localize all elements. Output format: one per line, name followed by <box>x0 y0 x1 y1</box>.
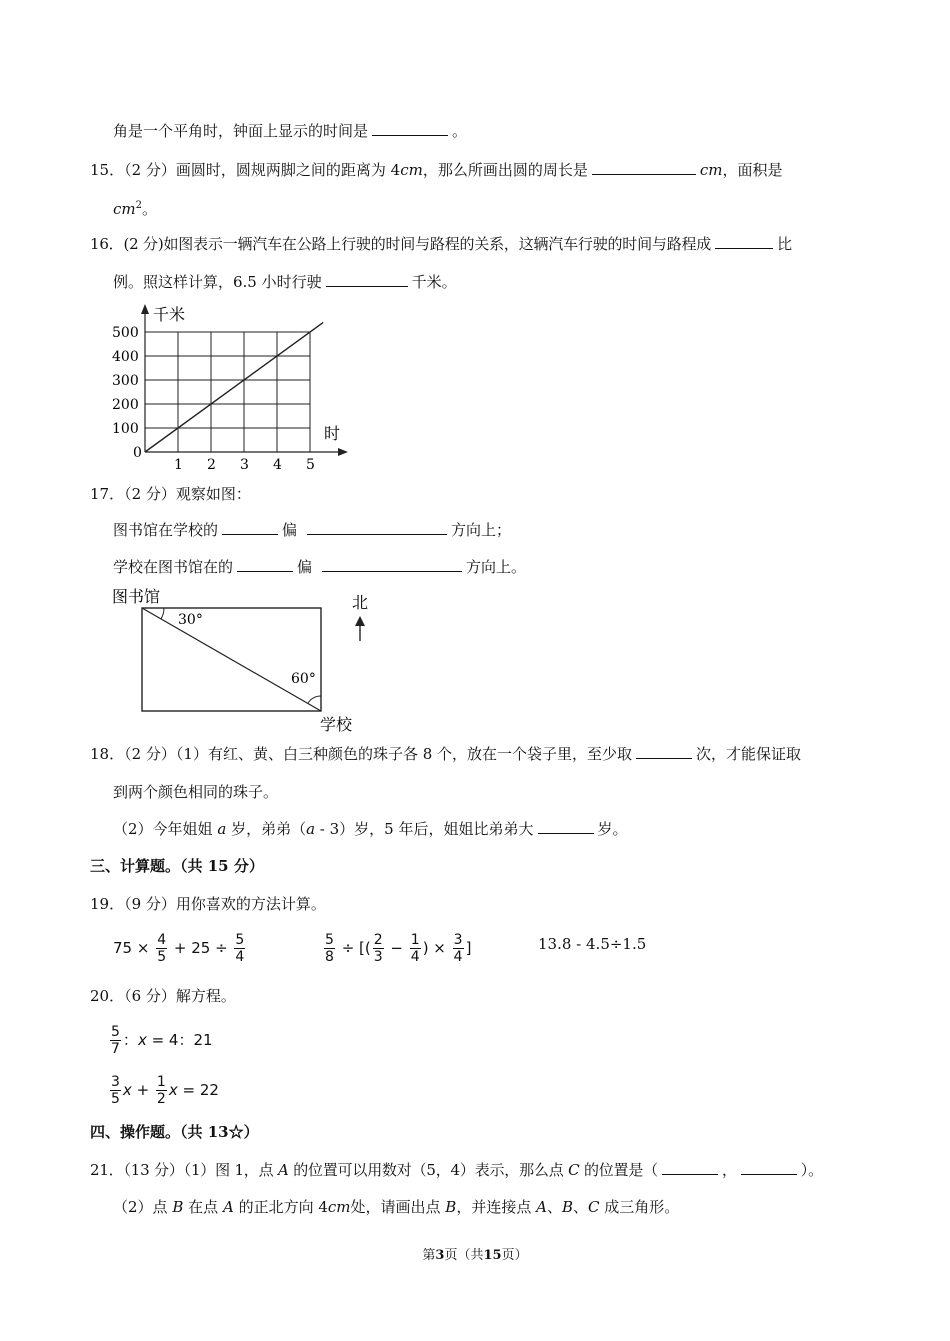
q19-title: 19．（9 分）用你喜欢的方法计算。 <box>90 895 326 913</box>
q17-a-direction-blank[interactable] <box>222 520 278 535</box>
y-tick-label: 500 <box>112 325 139 341</box>
q16-line1: 16．(2 分)如图表示一辆汽车在公路上行驶的时间与路程的关系，这辆汽车行驶的时间与路程成 比 <box>90 235 792 253</box>
origin-label: 0 <box>133 445 142 461</box>
angle-30-label: 30° <box>178 612 203 628</box>
q21-line2: （2）点 B 在点 A 的正北方向 4cm处，请画出点 B，并连接点 A、B、C 成三角形。 <box>113 1198 680 1216</box>
x-axis-label: 时 <box>324 424 341 443</box>
q18-age-diff-blank[interactable] <box>538 819 594 834</box>
q19-expr-3: 13.8 ‑ 4.5÷1.5 <box>538 935 647 953</box>
y-axis-label: 千米 <box>153 305 186 324</box>
q20-equation-1: $\frac{5}{7}$ ：x = 4：21 <box>111 1024 213 1057</box>
q18-line3: （2）今年姐姐 a 岁，弟弟（a ‑ 3）岁，5 年后，姐姐比弟弟大 岁。 <box>113 820 628 838</box>
north-arrow-icon <box>355 616 365 626</box>
x-tick-label: 3 <box>240 457 249 473</box>
q15-line1: 15．（2 分）画圆时，圆规两脚之间的距离为 4cm，那么所画出圆的周长是 cm，面积是 <box>90 161 783 179</box>
q15-line2: $cm^2$。 <box>113 200 158 218</box>
q17-a-angle-blank[interactable] <box>307 520 447 535</box>
angle-60-label: 60° <box>291 671 316 687</box>
frac-5-8: $\frac{5}{8}$ <box>325 932 334 965</box>
q18-count-blank[interactable] <box>636 744 692 759</box>
y-tick-label: 200 <box>112 397 139 413</box>
q18-line2: 到两个颜色相同的珠子。 <box>113 783 279 801</box>
q14-line: 角是一个平角时，钟面上显示的时间是 。 <box>113 122 468 140</box>
q19-expr-1: 75 × $\frac{4}{5}$ + 25 ÷ $\frac{5}{4}$ <box>113 932 245 965</box>
angle-arc-30 <box>161 608 164 619</box>
y-tick-label: 400 <box>112 349 139 365</box>
q17-b-angle-blank[interactable] <box>322 557 462 572</box>
q14-answer-blank[interactable] <box>372 121 448 136</box>
q17-b-direction-blank[interactable] <box>237 557 293 572</box>
school-label: 学校 <box>320 715 353 734</box>
series-line <box>145 322 323 452</box>
frac-5-7: $\frac{5}{7}$ <box>111 1024 120 1057</box>
q20-equation-2: $\frac{3}{5}$ x + $\frac{1}{2}$ x = 22 <box>111 1074 219 1107</box>
x-axis-arrow-icon <box>338 448 348 456</box>
x-tick-label: 1 <box>174 457 183 473</box>
page-footer: 第3页（共15页） <box>422 1248 528 1263</box>
q17-line-b: 学校在图书馆在的 偏 方向上。 <box>113 558 527 576</box>
q21-coord-x-blank[interactable] <box>662 1160 718 1175</box>
north-label: 北 <box>352 593 369 612</box>
section-3-heading: 三、计算题。（共 15 分） <box>90 857 264 875</box>
q15-circumference-blank[interactable] <box>592 160 696 175</box>
q17-line-a: 图书馆在学校的 偏 方向上； <box>113 521 512 539</box>
q16-distance-blank[interactable] <box>326 272 408 287</box>
q21-line1: 21．（13 分）（1）图 1，点 A 的位置可以用数对（5，4）表示，那么点 C 的位置是（ ， ）。 <box>90 1161 823 1179</box>
x-tick-label: 2 <box>207 457 216 473</box>
y-axis-arrow-icon <box>141 304 149 314</box>
frac-5-4: $\frac{5}{4}$ <box>235 932 245 965</box>
frac-1-2: $\frac{1}{2}$ <box>156 1074 166 1107</box>
q18-line1: 18．（2 分）（1）有红、黄、白三种颜色的珠子各 8 个，放在一个袋子里，至少取 次，才能保证取 <box>90 745 802 763</box>
diagonal-line <box>142 608 321 711</box>
x-tick-label: 4 <box>273 457 282 473</box>
library-label: 图书馆 <box>112 587 161 606</box>
q16-line2: 例。照这样计算，6.5 小时行驶 千米。 <box>113 273 457 291</box>
y-tick-label: 100 <box>112 421 139 437</box>
frac-3-5: $\frac{3}{5}$ <box>111 1074 120 1107</box>
angle-arc-60 <box>308 696 321 703</box>
section-4-heading: 四、操作题。（共 13☆） <box>90 1123 259 1141</box>
q19-expr-2: $\frac{5}{8}$ ÷ [( $\frac{2}{3}$ − $\frac{1}{4}$ ) × $\frac{3}{4}$ ] <box>325 932 472 965</box>
q17-title: 17．（2 分）观察如图： <box>90 485 251 503</box>
q16-relation-blank[interactable] <box>715 234 773 249</box>
frac-4-5: $\frac{4}{5}$ <box>157 932 167 965</box>
y-tick-label: 300 <box>112 373 139 389</box>
q21-coord-y-blank[interactable] <box>741 1160 797 1175</box>
frac-2-3: $\frac{2}{3}$ <box>373 932 383 965</box>
x-tick-label: 5 <box>306 457 315 473</box>
direction-figure <box>108 585 388 735</box>
frac-3-4: $\frac{3}{4}$ <box>453 932 463 965</box>
time-distance-chart <box>100 300 360 475</box>
q20-title: 20．（6 分）解方程。 <box>90 987 236 1005</box>
frac-1-4: $\frac{1}{4}$ <box>410 932 420 965</box>
